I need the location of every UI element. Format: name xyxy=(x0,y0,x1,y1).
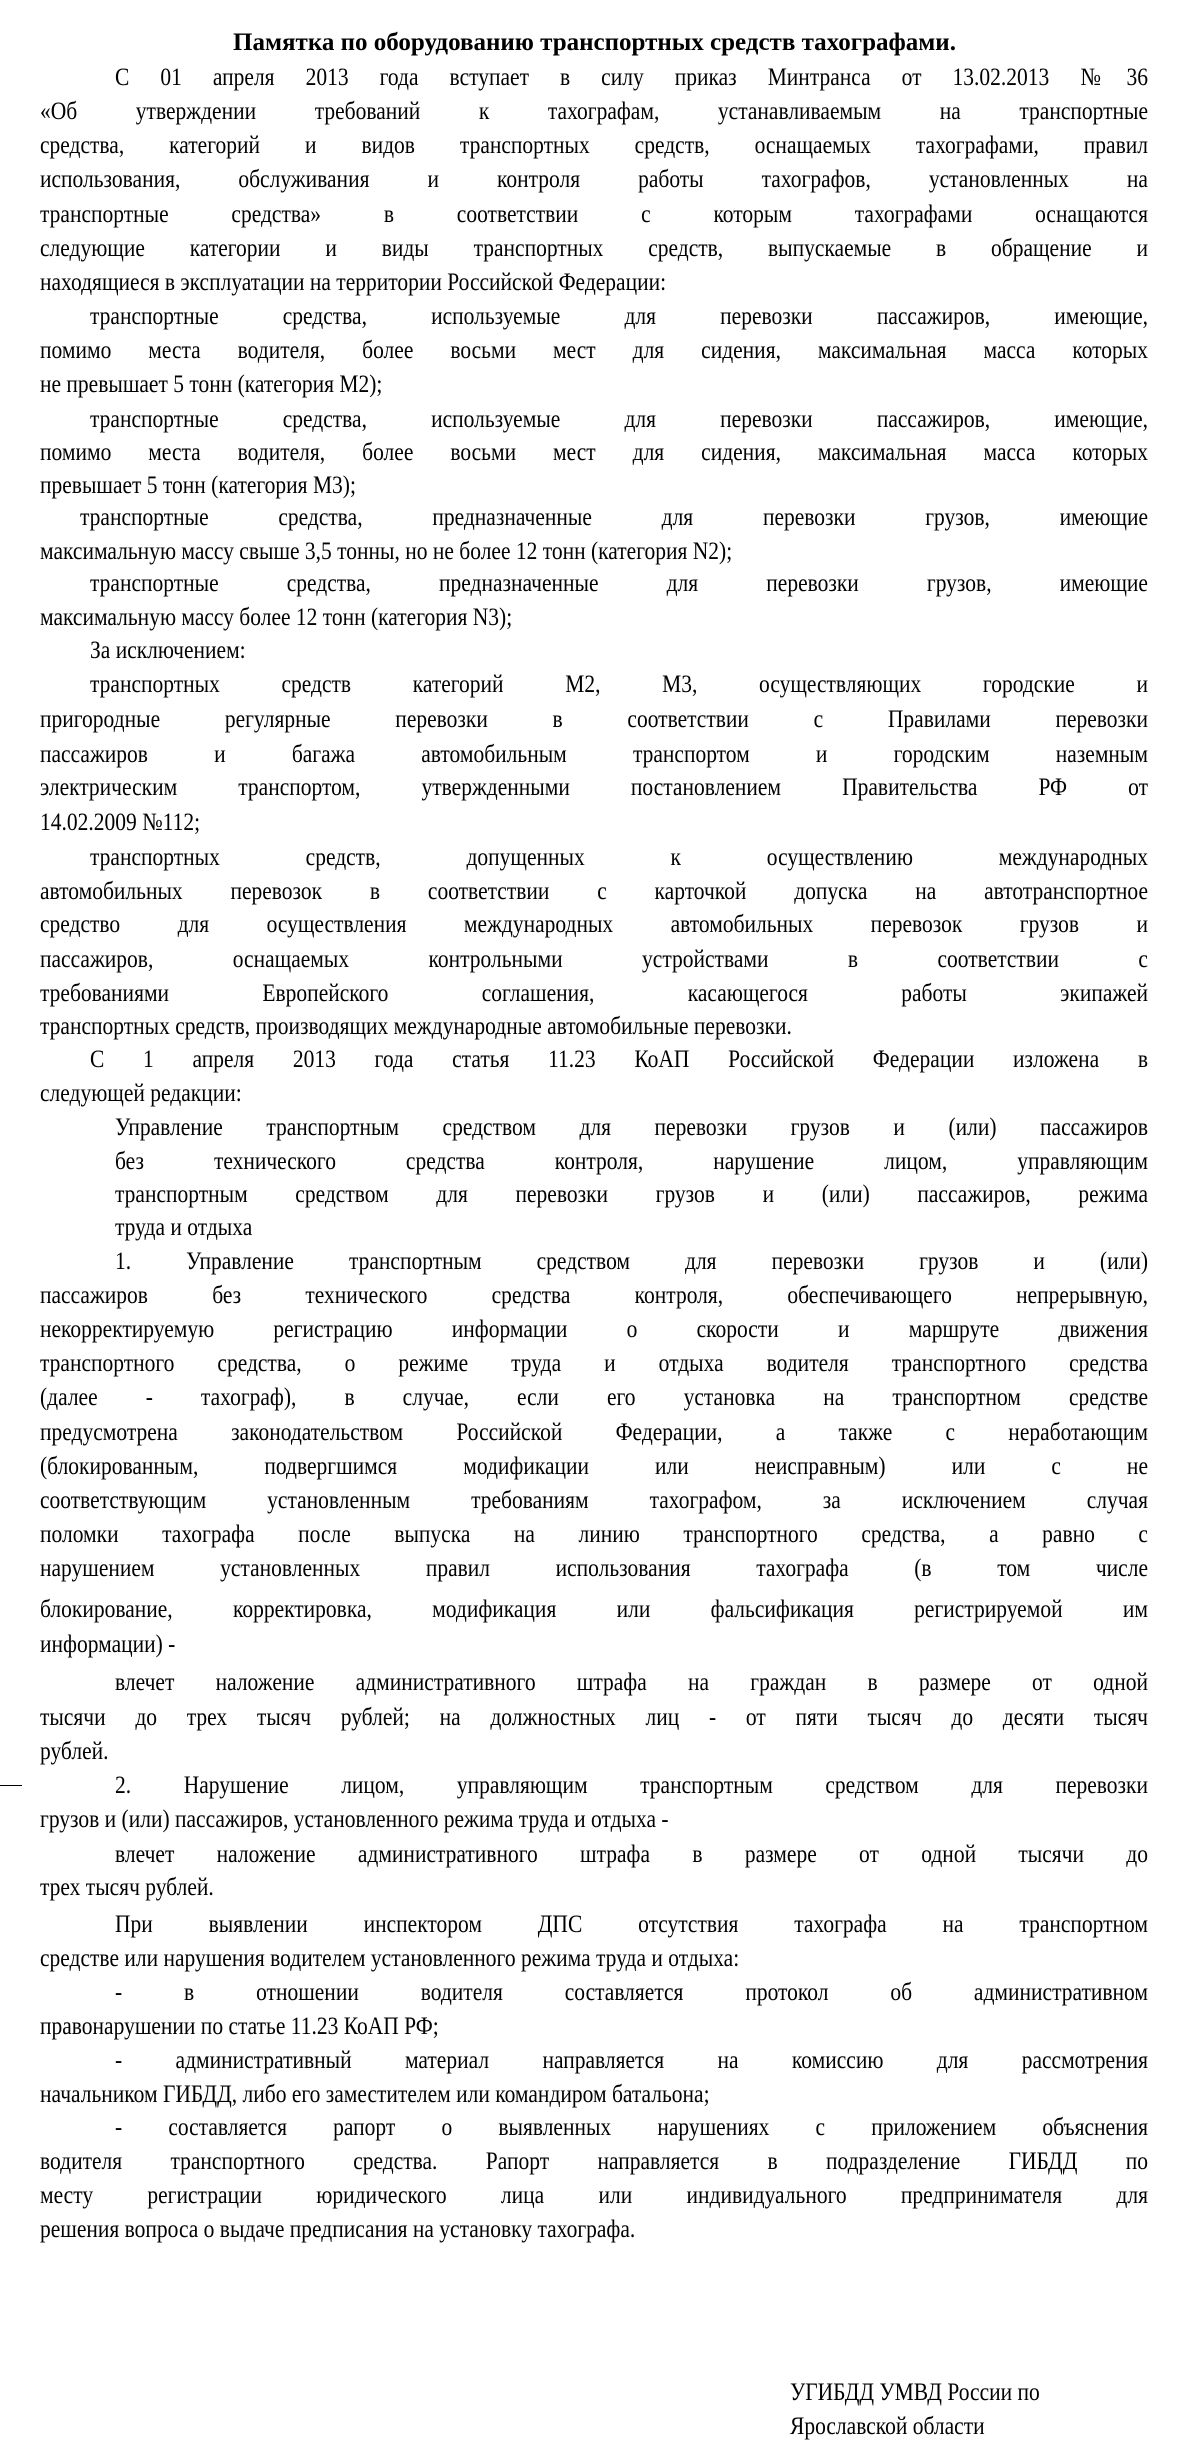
body-line: автомобильных перевозок в соответствии с карточкой допуска на автотранспортное xyxy=(40,878,1148,905)
body-line: транспортным средством для перевозки грузов и (или) пассажиров, режима xyxy=(115,1181,1148,1208)
body-line: За исключением: xyxy=(90,637,246,664)
body-line: не превышает 5 тонн (категория М2); xyxy=(40,371,383,398)
margin-mark xyxy=(0,1785,22,1786)
body-line: использования, обслуживания и контроля работы тахографов, установленных на xyxy=(40,166,1148,193)
body-line: - административный материал направляется на комиссию для рассмотрения xyxy=(115,2047,1148,2074)
body-line: правонарушении по статье 11.23 КоАП РФ; xyxy=(40,2013,439,2040)
signature-line-1: УГИБДД УМВД России по xyxy=(790,2379,1040,2406)
body-line: пассажиров и багажа автомобильным транспортом и городским наземным xyxy=(40,741,1148,768)
body-line: средство для осуществления международных автомобильных перевозок грузов и xyxy=(40,911,1148,938)
body-line: транспортные средства» в соответствии с которым тахографами оснащаются xyxy=(40,201,1148,228)
body-line: пассажиров без технического средства контроля, обеспечивающего непрерывную, xyxy=(40,1282,1148,1309)
body-line: помимо места водителя, более восьми мест для сидения, максимальная масса которых xyxy=(40,337,1148,364)
body-line: без технического средства контроля, нарушение лицом, управляющим xyxy=(115,1148,1148,1175)
body-line: средстве или нарушения водителем установленного режима труда и отдыха: xyxy=(40,1945,740,1972)
body-line: средства, категорий и видов транспортных средств, оснащаемых тахографами, правил xyxy=(40,132,1148,159)
body-line: транспортного средства, о режиме труда и отдыха водителя транспортного средства xyxy=(40,1350,1148,1377)
body-line: нарушением установленных правил использования тахографа (в том числе xyxy=(40,1555,1148,1582)
body-line: рублей. xyxy=(40,1738,109,1765)
body-line: труда и отдыха xyxy=(115,1214,253,1241)
body-line: При выявлении инспектором ДПС отсутствия тахографа на транспортном xyxy=(115,1911,1148,1938)
signature-line-2: Ярославской области xyxy=(790,2413,985,2440)
body-line: находящиеся в эксплуатации на территории Российской Федерации: xyxy=(40,269,667,296)
body-line: транспортные средства, предназначенные для перевозки грузов, имеющие xyxy=(80,504,1148,531)
body-line: - в отношении водителя составляется протокол об административном xyxy=(115,1979,1148,2006)
body-line: влечет наложение административного штрафа на граждан в размере от одной xyxy=(115,1669,1148,1696)
body-line: максимальную массу свыше 3,5 тонны, но не более 12 тонн (категория N2); xyxy=(40,538,733,565)
body-line: решения вопроса о выдаче предписания на установку тахографа. xyxy=(40,2216,636,2243)
body-line: следующие категории и виды транспортных средств, выпускаемые в обращение и xyxy=(40,235,1148,262)
body-line: информации) - xyxy=(40,1631,176,1658)
body-line: блокирование, корректировка, модификация или фальсификация регистрируемой им xyxy=(40,1596,1148,1623)
body-line: максимальную массу более 12 тонн (категория N3); xyxy=(40,604,513,631)
body-line: (далее - тахограф), в случае, если его установка на транспортном средстве xyxy=(40,1384,1148,1411)
body-line: транспортных средств, производящих международные автомобильные перевозки. xyxy=(40,1013,792,1040)
body-line: 1. Управление транспортным средством для перевозки грузов и (или) xyxy=(115,1248,1148,1275)
body-line: поломки тахографа после выпуска на линию транспортного средства, а равно с xyxy=(40,1521,1148,1548)
body-line: тысячи до трех тысяч рублей; на должностных лиц - от пяти тысяч до десяти тысяч xyxy=(40,1704,1148,1731)
body-line: помимо места водителя, более восьми мест для сидения, максимальная масса которых xyxy=(40,439,1148,466)
body-line: пригородные регулярные перевозки в соответствии с Правилами перевозки xyxy=(40,706,1148,733)
body-line: - составляется рапорт о выявленных нарушениях с приложением объяснения xyxy=(115,2114,1148,2141)
body-line: соответствующим установленным требованиям тахографом, за исключением случая xyxy=(40,1487,1148,1514)
body-line: транспортные средства, используемые для перевозки пассажиров, имеющие, xyxy=(90,303,1148,330)
body-line: некорректируемую регистрацию информации о скорости и маршруте движения xyxy=(40,1316,1148,1343)
body-line: трех тысяч рублей. xyxy=(40,1874,214,1901)
body-line: С 01 апреля 2013 года вступает в силу приказ Минтранса от 13.02.2013 №36 xyxy=(115,64,1148,91)
body-line: транспортных средств, допущенных к осуществлению международных xyxy=(90,844,1148,871)
body-line: пассажиров, оснащаемых контрольными устройствами в соответствии с xyxy=(40,946,1148,973)
document-title: Памятка по оборудованию транспортных средств тахографами. xyxy=(233,29,956,56)
body-line: С 1 апреля 2013 года статья 11.23 КоАП Российской Федерации изложена в xyxy=(90,1046,1148,1073)
body-line: транспортные средства, используемые для перевозки пассажиров, имеющие, xyxy=(90,406,1148,433)
body-line: Управление транспортным средством для перевозки грузов и (или) пассажиров xyxy=(115,1114,1148,1141)
body-line: месту регистрации юридического лица или индивидуального предпринимателя для xyxy=(40,2182,1148,2209)
body-line: требованиями Европейского соглашения, касающегося работы экипажей xyxy=(40,980,1148,1007)
body-line: транспортных средств категорий М2, М3, осуществляющих городские и xyxy=(90,671,1148,698)
body-line: водителя транспортного средства. Рапорт направляется в подразделение ГИБДД по xyxy=(40,2148,1148,2175)
body-line: «Об утверждении требований к тахографам, устанавливаемым на транспортные xyxy=(40,98,1148,125)
body-line: (блокированным, подвергшимся модификации или неисправным) или с не xyxy=(40,1453,1148,1480)
body-line: начальником ГИБДД, либо его заместителем или командиром батальона; xyxy=(40,2081,710,2108)
body-line: 14.02.2009 №112; xyxy=(40,809,201,836)
body-line: 2. Нарушение лицом, управляющим транспортным средством для перевозки xyxy=(115,1772,1148,1799)
body-line: следующей редакции: xyxy=(40,1080,242,1107)
body-line: электрическим транспортом, утвержденными постановлением Правительства РФ от xyxy=(40,774,1148,801)
body-line: предусмотрена законодательством Российской Федерации, а также с неработающим xyxy=(40,1419,1148,1446)
body-line: транспортные средства, предназначенные для перевозки грузов, имеющие xyxy=(90,570,1148,597)
body-line: влечет наложение административного штрафа в размере от одной тысячи до xyxy=(115,1841,1148,1868)
body-line: грузов и (или) пассажиров, установленного режима труда и отдыха - xyxy=(40,1806,669,1833)
body-line: превышает 5 тонн (категория М3); xyxy=(40,472,356,499)
